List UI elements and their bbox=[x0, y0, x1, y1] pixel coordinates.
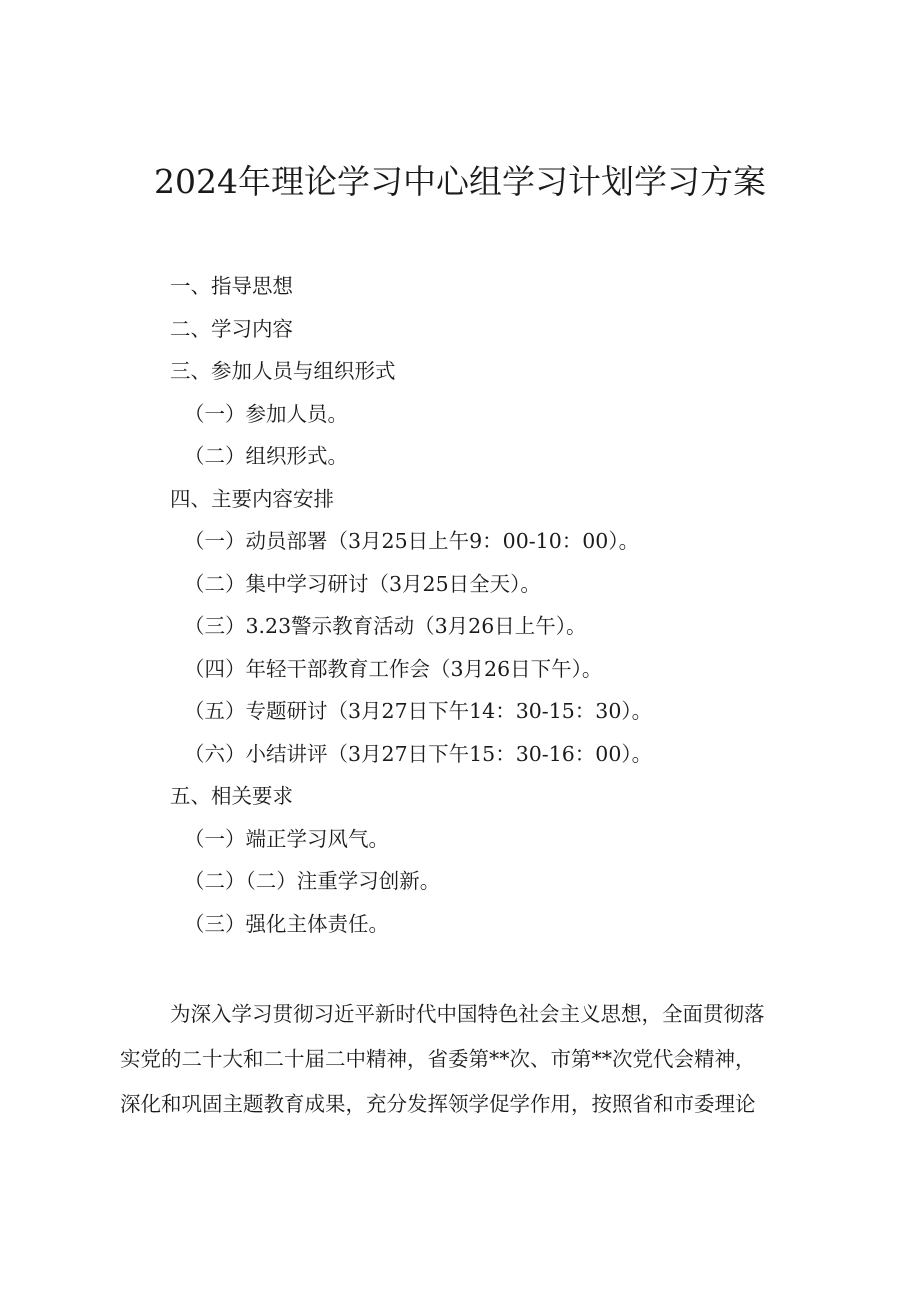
outline-subitem: （三）3.23警示教育活动（3月26日上午）。 bbox=[184, 614, 587, 638]
outline-subitem: （三）强化主体责任。 bbox=[184, 911, 389, 936]
outline-subitem: （六）小结讲评（3月27日下午15：30-16：00）。 bbox=[184, 741, 653, 766]
document-title: 2024年理论学习中心组学习计划学习方案 bbox=[154, 162, 766, 201]
body-line: 为深入学习贯彻习近平新时代中国特色社会主义思想，全面贯彻落 bbox=[170, 1002, 765, 1026]
body-paragraph bbox=[120, 992, 810, 1127]
outline-subitem: （二）组织形式。 bbox=[184, 444, 348, 468]
outline-heading: 三、参加人员与组织形式 bbox=[170, 359, 396, 383]
outline-subitem: （二）集中学习研讨（3月25日全天）。 bbox=[184, 571, 541, 596]
outline-subitem: （一）端正学习风气。 bbox=[184, 826, 389, 851]
outline-subitem: （四）年轻干部教育工作会（3月26日下午）。 bbox=[184, 656, 603, 681]
outline-heading: 五、相关要求 bbox=[170, 784, 293, 808]
body-line: 深化和巩固主题教育成果，充分发挥领学促学作用，按照省和市委理论 bbox=[120, 1092, 756, 1116]
body-line: 实党的二十大和二十届二中精神，省委第**次、市第**次党代会精神， bbox=[120, 1047, 756, 1071]
outline-heading: 二、学习内容 bbox=[170, 316, 293, 341]
outline-subitem: （二）（二）注重学习创新。 bbox=[184, 869, 441, 893]
outline-heading: 四、主要内容安排 bbox=[170, 486, 334, 511]
outline-subitem: （一）动员部署（3月25日上午9：00-10：00）。 bbox=[184, 529, 640, 553]
outline-subitem: （一）参加人员。 bbox=[184, 401, 348, 426]
outline-subitem: （五）专题研讨（3月27日下午14：30-15：30）。 bbox=[184, 699, 653, 723]
outline-heading: 一、指导思想 bbox=[170, 274, 293, 298]
outline-list bbox=[170, 265, 830, 945]
